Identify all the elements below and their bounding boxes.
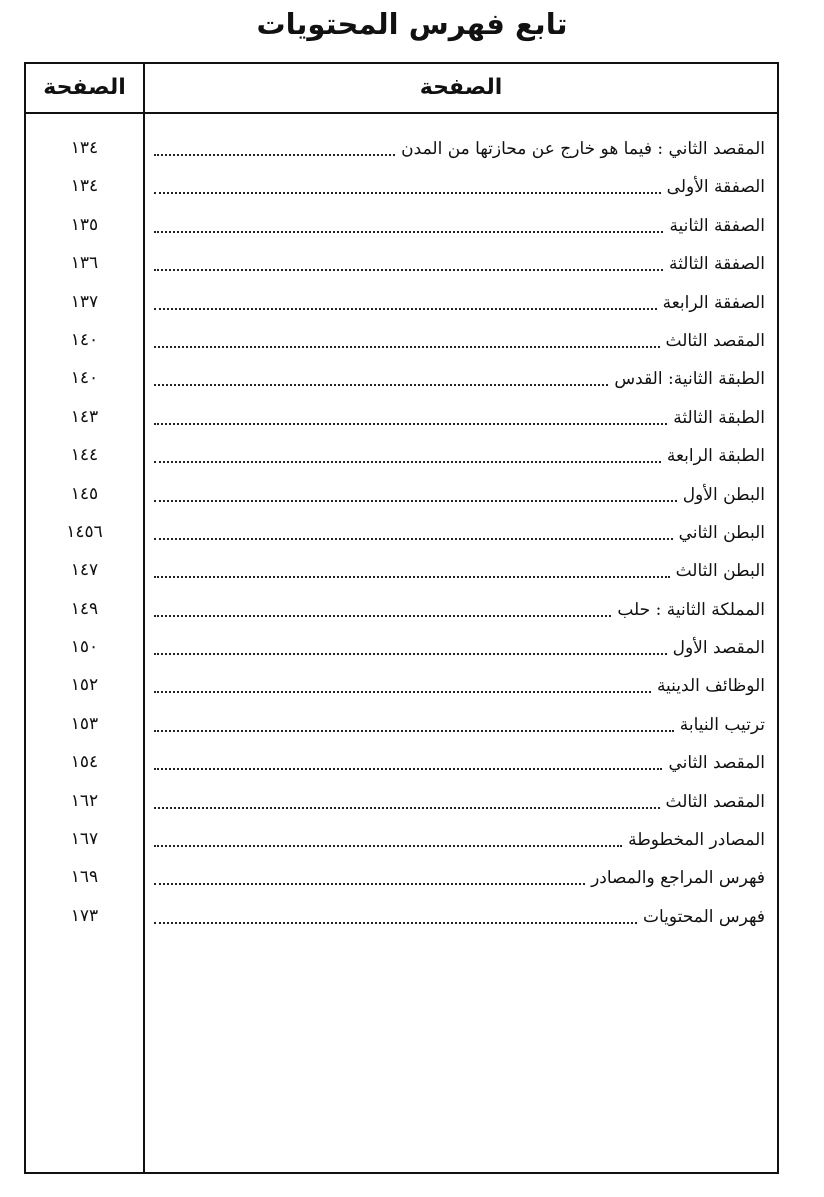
toc-entry-label: المملكة الثانية : حلب [617, 599, 765, 620]
toc-entry-label: ترتيب النيابة [679, 714, 765, 735]
toc-page-number: ١٣٧ [70, 291, 99, 312]
toc-entry [154, 746, 765, 778]
toc-row [26, 478, 777, 516]
toc-row [26, 286, 777, 324]
toc-entry [154, 669, 765, 701]
leader-dots [154, 845, 622, 847]
leader-dots [154, 807, 660, 809]
toc-entry [154, 362, 765, 394]
toc-page-number: ١٤٠ [70, 368, 99, 389]
leader-dots [154, 154, 395, 156]
toc-entry-label: البطن الثاني [678, 522, 765, 543]
toc-page-number: ١٤٣ [70, 406, 99, 427]
toc-entry [154, 785, 765, 817]
leader-dots [154, 730, 674, 732]
toc-entry [154, 516, 765, 548]
toc-row [26, 132, 777, 170]
toc-entry-label: الطبقة الرابعة [666, 446, 765, 467]
leader-dots [154, 653, 667, 655]
toc-entry-label: فهرس المراجع والمصادر [591, 868, 765, 889]
leader-dots [154, 461, 661, 463]
toc-entry-label: البطن الثالث [675, 561, 765, 582]
toc-entry-label: الصفقة الرابعة [662, 292, 765, 313]
toc-entry-label: المقصد الأول [672, 638, 765, 659]
leader-dots [154, 538, 673, 540]
page-column-header: الصفحة [43, 75, 126, 100]
toc-page-number: ١٦٢ [70, 790, 99, 811]
toc-entry-label: الصفقة الثانية [669, 215, 765, 236]
toc-rows [26, 132, 777, 938]
toc-entry-label: المقصد الثاني [668, 753, 765, 774]
toc-row [26, 516, 777, 554]
toc-entry-label: الصفقة الأولى [666, 177, 765, 198]
toc-entry [154, 478, 765, 510]
toc-row [26, 669, 777, 707]
toc-page-number: ١٥٣ [70, 713, 99, 734]
toc-row [26, 362, 777, 400]
toc-page-number: ١٤٥٦ [66, 521, 103, 542]
leader-dots [154, 576, 670, 578]
toc-entry-label: الطبقة الثانية: القدس [614, 369, 765, 390]
leader-dots [154, 269, 663, 271]
toc-row [26, 401, 777, 439]
leader-dots [154, 192, 661, 194]
toc-page-number: ١٥٤ [70, 752, 99, 773]
toc-page-number: ١٤٩ [70, 598, 99, 619]
leader-dots [154, 691, 651, 693]
toc-row [26, 170, 777, 208]
toc-entry [154, 823, 765, 855]
toc-entry-label: المصادر المخطوطة [628, 830, 765, 851]
toc-row [26, 631, 777, 669]
toc-entry [154, 286, 765, 318]
leader-dots [154, 615, 611, 617]
toc-row [26, 439, 777, 477]
toc-page-number: ١٦٩ [70, 867, 99, 888]
leader-dots [154, 308, 657, 310]
leader-dots [154, 768, 662, 770]
header-rule [26, 112, 777, 114]
toc-entry [154, 209, 765, 241]
page-title: تابع فهرس المحتويات [256, 7, 568, 41]
toc-row [26, 746, 777, 784]
toc-entry-label: المقصد الثالث [665, 330, 765, 351]
toc-row [26, 785, 777, 823]
toc-entry [154, 631, 765, 663]
toc-entry [154, 324, 765, 356]
toc-page-number: ١٧٣ [70, 905, 99, 926]
toc-row [26, 247, 777, 285]
toc-entry-label: فهرس المحتويات [642, 906, 765, 927]
toc-entry [154, 554, 765, 586]
toc-page-number: ١٣٤ [70, 138, 99, 158]
toc-row [26, 554, 777, 592]
toc-page-number: ١٣٤ [70, 176, 99, 197]
toc-page-number: ١٤٤ [70, 445, 99, 466]
toc-entry-label: الصفقة الثالثة [669, 254, 765, 275]
toc-page-number: ١٣٦ [70, 253, 99, 274]
toc-entry [154, 861, 765, 893]
leader-dots [154, 384, 608, 386]
title-column-header: الصفحة [419, 75, 503, 100]
toc-entry [154, 170, 765, 202]
leader-dots [154, 346, 660, 348]
toc-table [24, 62, 779, 1174]
leader-dots [154, 922, 637, 924]
leader-dots [154, 883, 585, 885]
toc-row [26, 593, 777, 631]
toc-page-number: ١٤٠ [70, 329, 99, 350]
toc-row [26, 823, 777, 861]
toc-page-number: ١٣٥ [70, 214, 99, 235]
toc-page-number: ١٥٢ [70, 675, 99, 696]
toc-page-number: ١٥٠ [70, 637, 99, 658]
toc-entry [154, 900, 765, 932]
leader-dots [154, 423, 667, 425]
toc-page-number: ١٤٧ [70, 560, 99, 581]
leader-dots [154, 231, 663, 233]
toc-entry-label: الوظائف الدينية [656, 676, 765, 697]
toc-row [26, 861, 777, 899]
toc-entry [154, 132, 765, 164]
toc-entry [154, 593, 765, 625]
toc-row [26, 324, 777, 362]
toc-entry [154, 401, 765, 433]
toc-entry-label: الطبقة الثالثة [673, 407, 765, 428]
toc-row [26, 708, 777, 746]
toc-page-number: ١٦٧ [70, 829, 99, 850]
toc-entry-label: المقصد الثاني : فيما هو خارج عن محازتها من المدن [401, 139, 765, 159]
toc-entry-label: المقصد الثالث [665, 791, 765, 812]
leader-dots [154, 500, 677, 502]
toc-entry [154, 439, 765, 471]
toc-row [26, 209, 777, 247]
toc-row [26, 900, 777, 938]
toc-page-number: ١٤٥ [70, 483, 99, 504]
toc-entry [154, 247, 765, 279]
toc-entry [154, 708, 765, 740]
toc-entry-label: البطن الأول [682, 484, 765, 505]
